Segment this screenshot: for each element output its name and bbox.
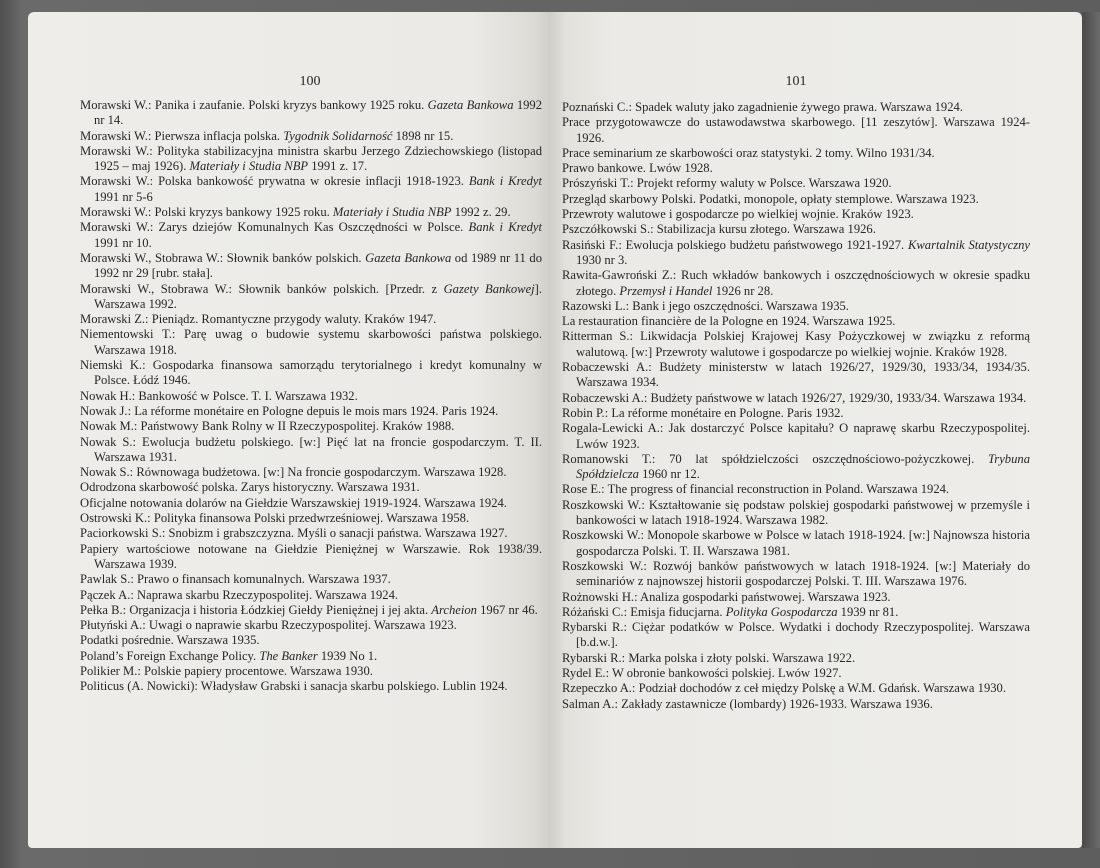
entry-suffix: 1991 z. 17. — [308, 159, 368, 174]
publication-title: Kwartalnik Statystyczny — [907, 237, 1031, 252]
entry-text: Morawski W.: Polityka stabilizacyjna ministra skarbu Jerzego Zdziechowskiego (listopad 1925 – maj 1926). — [80, 143, 542, 174]
bibliography-entry — [562, 681, 1030, 696]
entry-text: Morawski W.: Pierwsza inflacja polska. — [80, 128, 284, 143]
entry-text: Pszczółkowski S.: Stabilizacja kursu złotego. Warszawa 1926. — [562, 222, 876, 237]
bibliography-entry — [562, 161, 1030, 176]
bibliography-entry — [80, 526, 542, 541]
entry-text: Razowski L.: Bank i jego oszczędności. Warszawa 1935. — [562, 298, 849, 313]
bibliography-entry — [562, 238, 1030, 269]
entry-suffix: 1960 nr 12. — [638, 467, 700, 482]
bibliography-entry — [80, 251, 542, 282]
bibliography-entry — [562, 528, 1030, 559]
entry-text: Rzepeczko A.: Podział dochodów z ceł między Polskę a W.M. Gdańsk. Warszawa 1930. — [562, 681, 1006, 696]
entry-text: Poznański C.: Spadek waluty jako zagadnienie żywego prawa. Warszawa 1924. — [562, 100, 963, 114]
bibliography-entry — [562, 697, 1030, 712]
entry-text: Prace seminarium ze skarbowości oraz statystyki. 2 tomy. Wilno 1931/34. — [562, 145, 935, 160]
bibliography-entry — [80, 480, 542, 495]
entry-suffix: 1991 nr 5-6 — [94, 189, 153, 204]
entry-text: Nowak M.: Państwowy Bank Rolny w II Rzeczypospolitej. Kraków 1988. — [80, 419, 455, 434]
entry-text: Roszkowski W.: Rozwój banków państwowych w latach 1918-1924. [w:] Materiały do seminariów z najnowszej historii gospodarczej Polski. T. III. Warszawa 1976. — [562, 558, 1030, 589]
entry-text: Morawski W.: Polski kryzys bankowy 1925 roku. — [80, 205, 333, 220]
bibliography-entry — [562, 115, 1030, 146]
bibliography-entry — [80, 618, 542, 633]
bibliography-entry — [562, 620, 1030, 651]
entry-text: Prawo bankowe. Lwów 1928. — [562, 161, 713, 176]
bibliography-list — [80, 98, 542, 695]
entry-suffix: 1992 z. 29. — [451, 205, 511, 220]
entry-suffix: 1939 No 1. — [317, 648, 378, 663]
publication-title: Przemysł i Handel — [619, 283, 713, 298]
entry-text: Rożnowski H.: Analiza gospodarki państwowej. Warszawa 1923. — [562, 589, 891, 604]
publication-title: Bank i Kredyt — [468, 174, 542, 189]
bibliography-entry — [562, 498, 1030, 529]
entry-text: Morawski W.: Polska bankowość prywatna w okresie inflacji 1918-1923. — [80, 174, 469, 189]
entry-text: Rydel E.: W obronie bankowości polskiej. Lwów 1927. — [562, 665, 842, 680]
bibliography-entry — [562, 421, 1030, 452]
entry-text: La restauration financière de la Pologne en 1924. Warszawa 1925. — [562, 314, 896, 329]
publication-title: Gazeta Bankowa — [427, 98, 514, 112]
bibliography-entry — [562, 192, 1030, 207]
entry-text: Morawski W., Stobrawa W.: Słownik banków polskich. [Przedr. z — [80, 281, 444, 296]
entry-text: Przegląd skarbowy Polski. Podatki, monopole, opłaty stemplowe. Warszawa 1923. — [562, 191, 979, 206]
entry-text: Rogala-Lewicki A.: Jak dostarczyć Polsce kapitału? O naprawę skarbu Rzeczypospolitej. Lwów 1923. — [562, 421, 1030, 451]
entry-text: Robin P.: La réforme monétaire en Pologne. Paris 1932. — [562, 405, 844, 420]
entry-text: Nowak S.: Równowaga budżetowa. [w:] Na froncie gospodarczym. Warszawa 1928. — [80, 465, 507, 480]
bibliography-entry — [80, 649, 542, 664]
entry-suffix: 1992 nr 14. — [94, 98, 543, 128]
bibliography-entry — [80, 633, 542, 648]
entry-text: Rybarski R.: Ciężar podatków w Polsce. Wydatki i dochody Rzeczypospolitej. Warszawa [b.d.w.]. — [562, 620, 1030, 650]
publication-title: Trybuna Spółdzielcza — [576, 451, 1030, 482]
bibliography-list — [562, 100, 1030, 712]
right-page — [550, 12, 1082, 848]
bibliography-entry — [80, 174, 542, 205]
bibliography-entry — [80, 664, 542, 679]
entry-text: Odrodzona skarbowość polska. Zarys historyczny. Warszawa 1931. — [80, 480, 420, 495]
page-number: 100 — [299, 74, 321, 89]
entry-text: Rybarski R.: Marka polska i złoty polski. Warszawa 1922. — [562, 650, 856, 665]
bibliography-entry — [80, 312, 542, 327]
entry-suffix: 1926 nr 28. — [712, 283, 774, 298]
entry-text: Podatki pośrednie. Warszawa 1935. — [80, 633, 260, 648]
bibliography-entry — [562, 482, 1030, 497]
bibliography-entry — [80, 282, 542, 313]
bibliography-entry — [562, 329, 1030, 360]
page-number: 101 — [785, 74, 807, 89]
entry-text: Różański C.: Emisja fiducjarna. — [562, 604, 726, 619]
entry-text: Prószyński T.: Projekt reformy waluty w Polsce. Warszawa 1920. — [562, 176, 892, 191]
entry-text: Robaczewski A.: Budżety ministerstw w latach 1926/27, 1929/30, 1933/34, 1934/35. Warszawa 1934. — [562, 360, 1030, 390]
entry-text: Nowak S.: Ewolucja budżetu polskiego. [w:] Pięć lat na froncie gospodarczym. T. II. Warszawa 1931. — [80, 434, 542, 464]
bibliography-entry — [80, 205, 542, 220]
entry-text: Roszkowski W.: Monopole skarbowe w Polsce w latach 1918-1924. [w:] Najnowsza historia gospodarcza Polski. T. II. Warszawa 1981. — [562, 528, 1030, 558]
bibliography-entry — [80, 679, 542, 694]
entry-suffix: ]. Warszawa 1992. — [94, 281, 543, 311]
publication-title: The Banker — [259, 648, 318, 663]
entry-text: Rawita-Gawroński Z.: Ruch wkładów bankowych i oszczędnościowych w okresie spadku złotego. — [562, 268, 1030, 298]
bibliography-entry — [80, 465, 542, 480]
entry-text: Przewroty walutowe i gospodarcze po wielkiej wojnie. Kraków 1923. — [562, 207, 914, 222]
entry-text: Pączek A.: Naprawa skarbu Rzeczypospolitej. Warszawa 1924. — [80, 587, 399, 602]
entry-text: Romanowski T.: 70 lat spółdzielczości oszczędnościowo-pożyczkowej. — [562, 451, 988, 466]
bibliography-entry — [80, 144, 542, 175]
bibliography-entry — [562, 605, 1030, 620]
bibliography-entry — [80, 496, 542, 511]
bibliography-entry — [562, 299, 1030, 314]
bibliography-entry — [562, 666, 1030, 681]
bibliography-entry — [80, 129, 542, 144]
left-page — [28, 12, 550, 848]
publication-title: Materiały i Studia NBP — [332, 205, 452, 220]
bibliography-entry — [80, 327, 542, 358]
publication-title: Bank i Kredyt — [468, 220, 543, 235]
publication-title: Polityka Gospodarcza — [725, 604, 838, 619]
bibliography-entry — [80, 389, 542, 404]
entry-text: Paciorkowski S.: Snobizm i grabszczyzna. Myśli o sanacji państwa. Warszawa 1927. — [80, 526, 508, 541]
publication-title: Materiały i Studia NBP — [189, 159, 309, 174]
publication-title: Gazeta Bankowa — [365, 250, 452, 265]
entry-text: Niementowski T.: Parę uwag o budowie systemu skarbowości państwa polskiego. Warszawa 1918. — [80, 327, 542, 357]
next-page-edge — [1082, 12, 1100, 848]
publication-title: Gazety Bankowej — [443, 281, 535, 296]
bibliography-entry — [562, 146, 1030, 161]
bibliography-entry — [562, 314, 1030, 329]
bibliography-entry — [80, 511, 542, 526]
entry-text: Politicus (A. Nowicki): Władysław Grabski i sanacja skarbu polskiego. Lublin 1924. — [80, 679, 508, 694]
publication-title: Archeion — [431, 602, 477, 617]
bibliography-entry — [562, 176, 1030, 191]
entry-text: Oficjalne notowania dolarów na Giełdzie Warszawskiej 1919-1924. Warszawa 1924. — [80, 495, 507, 510]
entry-suffix: 1939 nr 81. — [837, 604, 899, 619]
entry-suffix: od 1989 nr 11 do 1992 nr 29 [rubr. stała]. — [94, 250, 543, 281]
entry-text: Poland’s Foreign Exchange Policy. — [80, 648, 260, 663]
entry-text: Nowak H.: Bankowość w Polsce. T. I. Warszawa 1932. — [80, 388, 358, 403]
entry-text: Morawski Z.: Pieniądz. Romantyczne przygody waluty. Kraków 1947. — [80, 312, 437, 327]
entry-text: Niemski K.: Gospodarka finansowa samorządu terytorialnego i kredyt komunalny w Polsce. Łódź 1946. — [80, 358, 542, 388]
bibliography-entry — [80, 603, 542, 618]
bibliography-entry — [80, 419, 542, 434]
bibliography-entry — [80, 220, 542, 251]
bibliography-entry — [562, 651, 1030, 666]
bibliography-entry — [80, 542, 542, 573]
bibliography-entry — [80, 435, 542, 466]
bibliography-entry — [562, 452, 1030, 483]
bibliography-entry — [80, 572, 542, 587]
entry-text: Ostrowski K.: Polityka finansowa Polski przedwrześniowej. Warszawa 1958. — [80, 511, 470, 526]
entry-suffix: 1967 nr 46. — [476, 602, 538, 617]
entry-text: Papiery wartościowe notowane na Giełdzie Pieniężnej w Warszawie. Rok 1938/39. Warszawa 1939. — [80, 541, 542, 571]
entry-text: Robaczewski A.: Budżety państwowe w latach 1926/27, 1929/30, 1933/34. Warszawa 1934. — [562, 390, 1027, 405]
bibliography-entry — [80, 358, 542, 389]
entry-text: Pełka B.: Organizacja i historia Łódzkiej Giełdy Pieniężnej i jej akta. — [80, 602, 432, 617]
entry-suffix: 1930 nr 3. — [576, 252, 628, 267]
bibliography-entry — [562, 268, 1030, 299]
entry-text: Rasiński F.: Ewolucja polskiego budżetu państwowego 1921-1927. — [562, 237, 908, 252]
entry-text: Morawski W.: Zarys dziejów Komunalnych Kas Oszczędności w Polsce. — [80, 220, 469, 235]
bibliography-entry — [80, 404, 542, 419]
entry-text: Nowak J.: La réforme monétaire en Pologne depuis le mois mars 1924. Paris 1924. — [80, 403, 499, 418]
bibliography-entry — [562, 222, 1030, 237]
entry-text: Płutyński A.: Uwagi o naprawie skarbu Rzeczypospolitej. Warszawa 1923. — [80, 618, 457, 633]
bibliography-entry — [80, 98, 542, 129]
bibliography-entry — [562, 391, 1030, 406]
bibliography-entry — [562, 360, 1030, 391]
entry-text: Pawlak S.: Prawo o finansach komunalnych. Warszawa 1937. — [80, 572, 391, 587]
bibliography-entry — [562, 559, 1030, 590]
bibliography-entry — [562, 590, 1030, 605]
entry-text: Prace przygotowawcze do ustawodawstwa skarbowego. [11 zeszytów]. Warszawa 1924-1926. — [562, 115, 1030, 145]
bibliography-entry — [80, 588, 542, 603]
entry-suffix: 1991 nr 10. — [94, 235, 152, 250]
bibliography-entry — [562, 406, 1030, 421]
entry-text: Morawski W.: Panika i zaufanie. Polski kryzys bankowy 1925 roku. — [80, 98, 428, 112]
publication-title: Tygodnik Solidarność — [283, 128, 393, 143]
entry-suffix: 1898 nr 15. — [392, 128, 454, 143]
entry-text: Salman A.: Zakłady zastawnicze (lombardy) 1926-1933. Warszawa 1936. — [562, 696, 933, 711]
entry-text: Ritterman S.: Likwidacja Polskiej Krajowej Kasy Pożyczkowej w związku z reformą walutową. [w:] Przewroty walutowe i gospodarcze po wielkiej wojnie. Kraków 1928. — [562, 329, 1030, 359]
bibliography-entry — [562, 207, 1030, 222]
entry-text: Roszkowski W.: Kształtowanie się podstaw polskiej gospodarki państwowej w przemyśle i bankowości w latach 1918-1924. Warszawa 1982. — [562, 497, 1030, 528]
entry-text: Polikier M.: Polskie papiery procentowe. Warszawa 1930. — [80, 663, 373, 678]
entry-text: Rose E.: The progress of financial reconstruction in Poland. Warszawa 1924. — [562, 482, 950, 497]
entry-text: Morawski W., Stobrawa W.: Słownik banków polskich. — [80, 250, 366, 265]
bibliography-entry — [562, 100, 1030, 115]
